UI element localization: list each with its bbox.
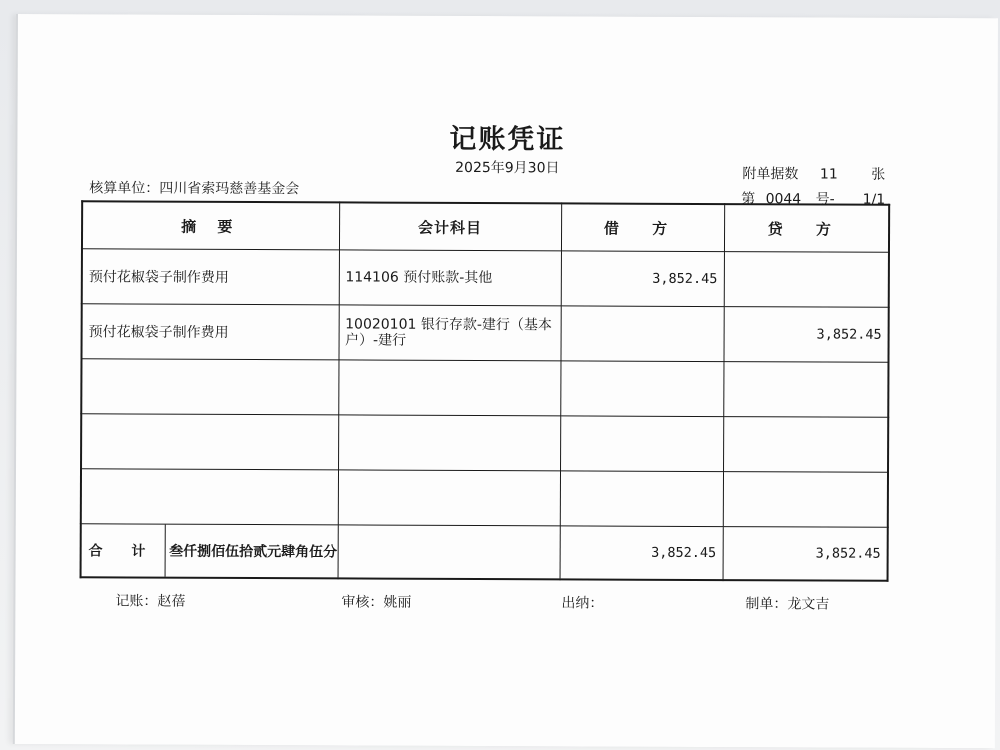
voucher-date: 2025年9月30日 (455, 159, 560, 177)
total-amount-words: 叁仟捌佰伍拾贰元肆角伍分 (169, 543, 338, 561)
reviewer-name: 姚丽 (383, 594, 412, 611)
header-credit: 贷 方 (724, 204, 889, 252)
row-credit (723, 417, 888, 473)
unit-label: 核算单位： (89, 180, 160, 197)
row-credit (723, 472, 888, 528)
row-account (338, 360, 560, 416)
table-row (81, 414, 888, 473)
attachments-count: 11 (819, 166, 838, 183)
row-debit (560, 416, 723, 472)
bookkeeper (115, 590, 185, 610)
voucher-table (80, 200, 891, 582)
row-debit (560, 471, 723, 527)
attachments-label: 附单据数 (742, 166, 799, 183)
row-summary (81, 414, 338, 470)
row-debit (560, 306, 723, 362)
row-account (338, 415, 560, 471)
cashier (561, 592, 603, 612)
row-summary: 预付花椒袋子制作费用 (81, 304, 338, 360)
preparer-name: 龙文吉 (787, 596, 830, 613)
total-account-blank (338, 525, 560, 579)
reviewer (341, 591, 411, 611)
total-row (81, 524, 888, 581)
number-suffix: 号- (815, 191, 835, 208)
number-value: 0044 (765, 191, 802, 208)
header-account: 会计科目 (339, 202, 561, 250)
bookkeeper-label: 记账： (115, 593, 158, 610)
preparer (745, 593, 829, 613)
total-cell (81, 524, 338, 579)
header-row (82, 201, 889, 252)
attachments-unit: 张 (871, 166, 886, 183)
header-debit: 借 方 (561, 203, 724, 251)
attachments-info (742, 163, 885, 184)
row-credit: 3,852.45 (723, 307, 888, 363)
total-credit: 3,852.45 (723, 527, 888, 581)
total-debit: 3,852.45 (560, 526, 723, 580)
accounting-unit (89, 177, 299, 198)
bookkeeper-name: 赵蓓 (157, 593, 186, 610)
row-credit (723, 362, 888, 418)
table-row (81, 469, 888, 528)
row-account: 114106 预付账款-其他 (339, 250, 561, 306)
voucher-sheet (15, 14, 998, 748)
table-row (81, 304, 888, 363)
cashier-label: 出纳： (561, 595, 604, 612)
unit-name: 四川省索玛慈善基金会 (159, 180, 300, 198)
reviewer-label: 审核： (341, 594, 384, 611)
page-indicator: 1/1 (862, 191, 886, 208)
row-account (338, 470, 560, 526)
table-row (81, 359, 888, 418)
voucher-title: 记账凭证 (449, 123, 566, 156)
total-label: 合 计 (82, 524, 166, 576)
row-debit (560, 361, 723, 417)
row-summary (81, 359, 338, 415)
row-debit: 3,852.45 (561, 251, 724, 307)
row-summary (81, 469, 338, 525)
preparer-label: 制单： (745, 596, 788, 613)
row-account: 10020101 银行存款-建行（基本户）-建行 (338, 305, 560, 361)
number-prefix: 第 (741, 191, 756, 208)
header-summary: 摘 要 (82, 201, 339, 250)
row-summary: 预付花椒袋子制作费用 (82, 249, 339, 305)
table-row (82, 249, 889, 308)
row-credit (724, 252, 889, 308)
